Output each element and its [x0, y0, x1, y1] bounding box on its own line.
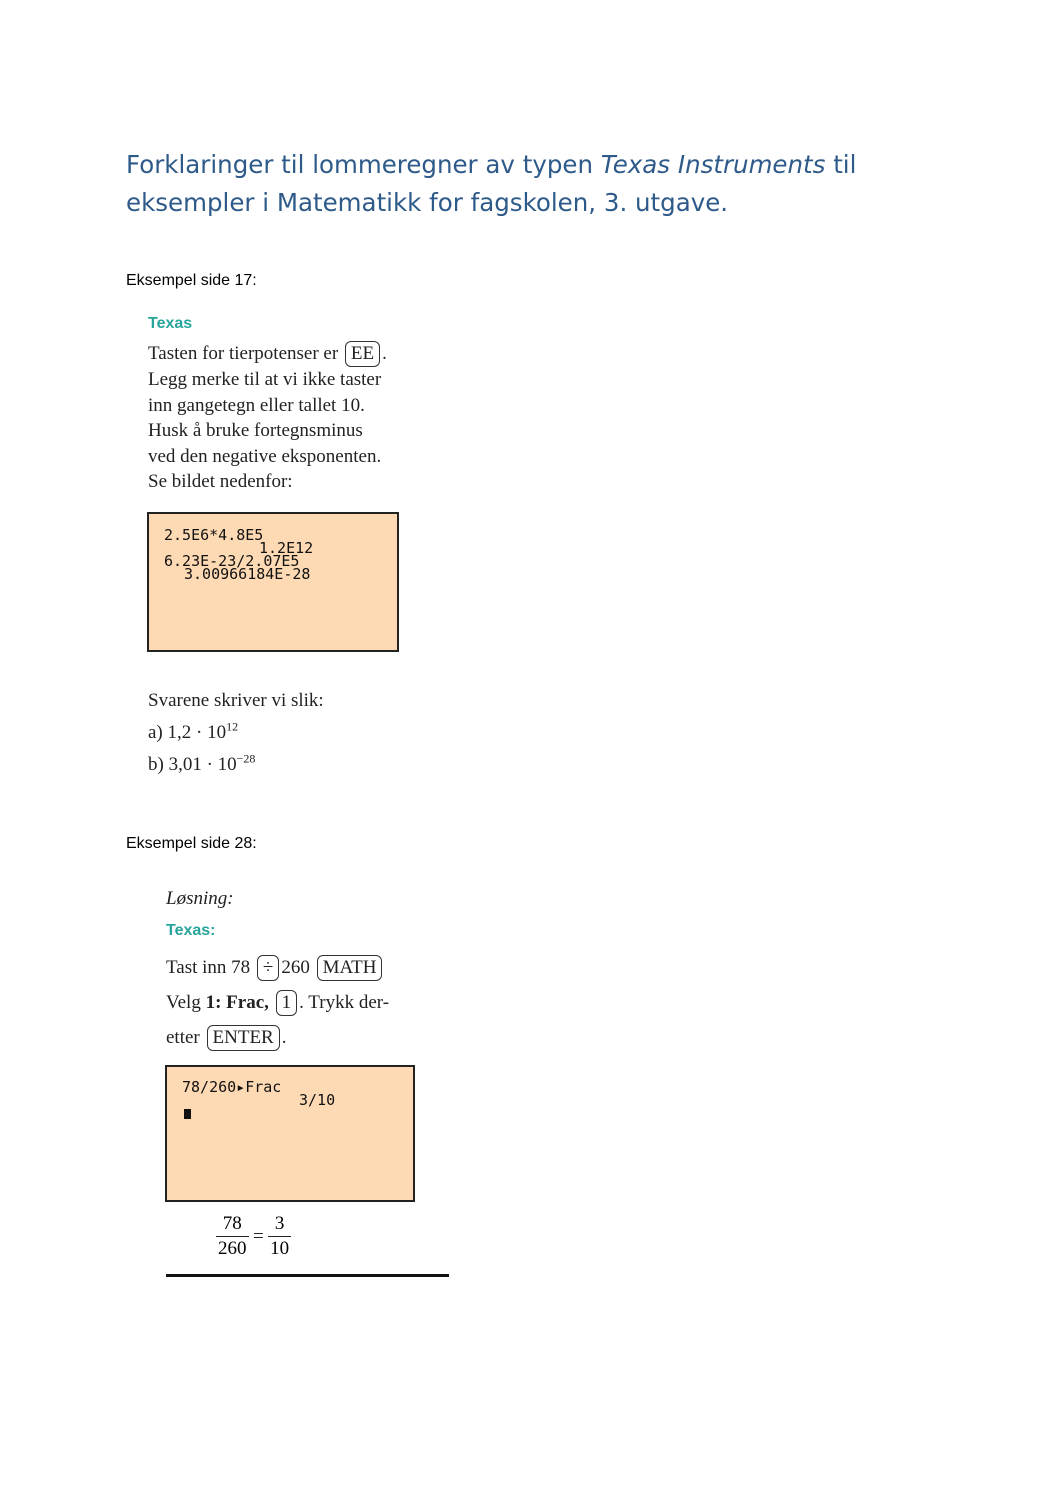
enter-key: ENTER — [207, 1025, 280, 1051]
example2-line3: etter ENTER . — [166, 1020, 389, 1055]
example2-heading: Texas: — [166, 922, 216, 939]
example2-text — [166, 950, 389, 1055]
screen1-line3: 6.23E-23/2.07E5 — [164, 552, 300, 570]
equals-sign: = — [252, 1225, 264, 1247]
screen1-line4: 3.00966184E-28 — [184, 565, 311, 583]
screen-cursor — [184, 1109, 191, 1119]
screen1-line1: 2.5E6*4.8E5 — [164, 526, 264, 544]
example2-line1: Tast inn 78 ÷ 260 MATH — [166, 950, 389, 985]
example2-label: Eksempel side 28: — [126, 835, 257, 852]
example1-heading: Texas — [148, 315, 193, 332]
screen2-line1: 78/260▸Frac — [182, 1078, 282, 1096]
example1-line: inn gangetegn eller tallet 10. — [148, 394, 365, 416]
title-italic: Texas Instruments — [600, 150, 826, 179]
answers-intro: Svarene skriver vi slik: — [148, 690, 324, 711]
ee-key: EE — [345, 341, 380, 367]
example1-line: ved den negative eksponenten. — [148, 445, 382, 467]
example1-line: Legg merke til at vi ikke taster — [148, 369, 382, 390]
one-key: 1 — [276, 990, 298, 1016]
example1-text — [148, 341, 387, 495]
example1-line: Se bildet nedenfor: — [148, 471, 293, 492]
math-key: MATH — [317, 955, 383, 981]
example1-first-line: Tasten for tierpotenser er EE . — [148, 341, 387, 367]
answer-a: a) $1,2 \cdot 10^{12}$ — [148, 719, 239, 743]
example1-line: Husk å bruke fortegnsminus — [148, 420, 363, 441]
calculator-screen-1 — [147, 512, 399, 652]
calculator-screen-2 — [165, 1065, 415, 1202]
example1-label: Eksempel side 17: — [126, 272, 257, 289]
example2-line2: Velg 1: Frac, 1 . Trykk der- — [166, 985, 389, 1020]
fraction-left: $\frac{78}{260}$ — [218, 1213, 247, 1259]
example1-answers — [148, 685, 324, 781]
solution-label: Løsning: — [166, 888, 234, 909]
answer-b: b) $3,01 \cdot 10^{-28}$ — [148, 751, 256, 775]
fraction-equation — [216, 1212, 291, 1261]
section-rule — [166, 1274, 449, 1277]
screen2-line2: 3/10 — [299, 1091, 336, 1109]
screen1-line2: 1.2E12 — [259, 539, 314, 557]
page-title: Forklaringer til lommeregner av typen Texas Instruments til eksempler i Matematikk for fagskolen, 3. utgave. — [126, 150, 857, 217]
fraction-right: $\frac{3}{10}$ — [270, 1213, 290, 1259]
divide-key: ÷ — [257, 955, 279, 981]
